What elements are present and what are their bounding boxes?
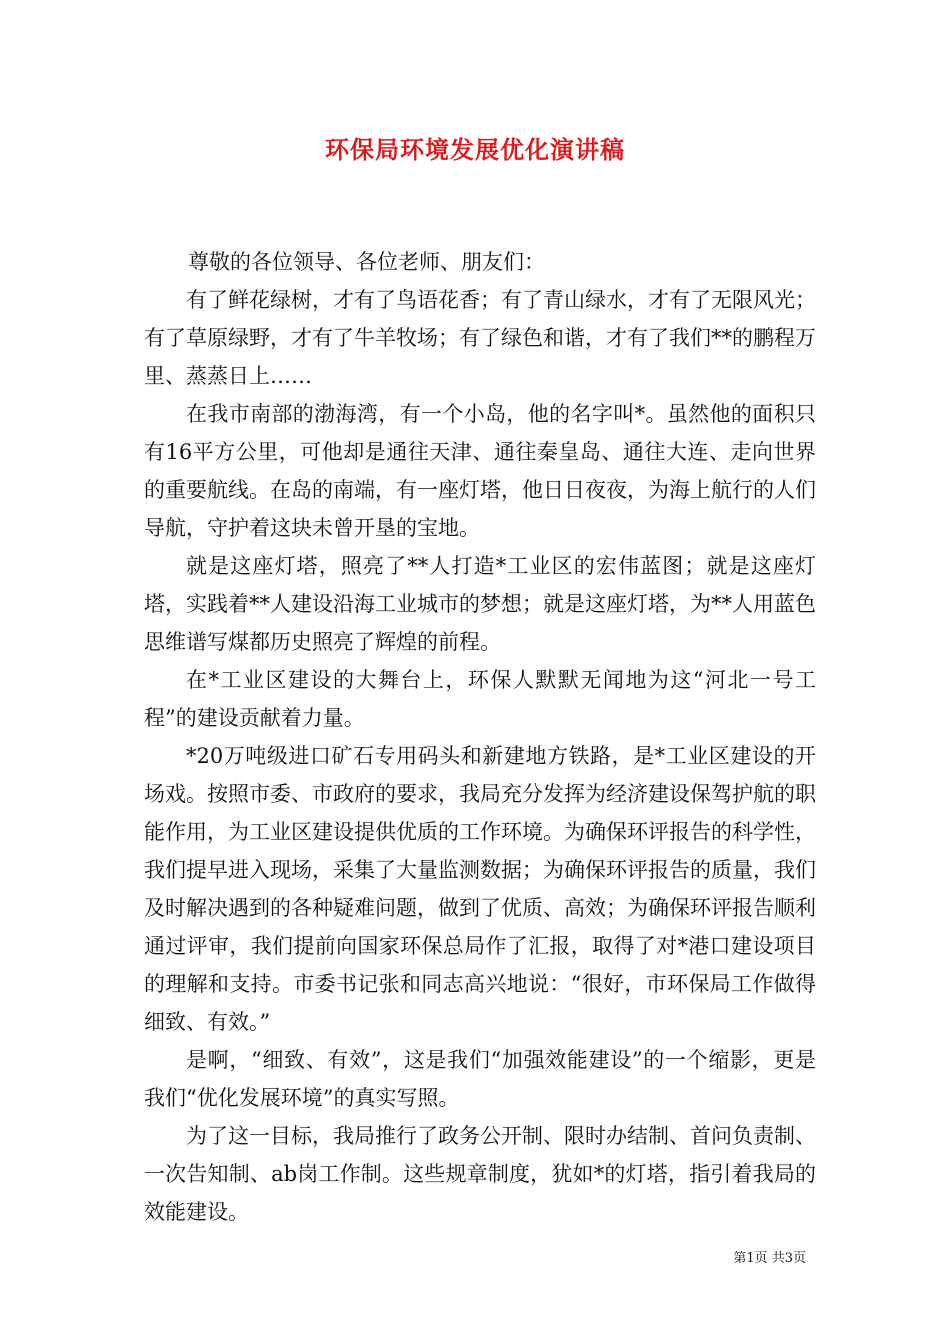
paragraph: *20万吨级进口矿石专用码头和新建地方铁路，是*工业区建设的开场戏。按照市委、市政府的要求，我局充分发挥为经济建设保驾护航的职能作用，为工业区建设提供优质的工作环境。为确保环评报告的科学性，我们提早进入现场，采集了大量监测数据；为确保环评报告的质量，我们及时解决遇到的各种疑难问题，做到了优质、高效；为确保环评报告顺利通过评审，我们提前向国家环保总局作了汇报，取得了对*港口建设项目的理解和支持。市委书记张和同志高兴地说：“很好，市环保局工作做得细致、有效。”: [144, 744, 816, 1034]
document-body: [144, 243, 816, 1231]
page-number-footer: 第1页 共3页: [733, 1251, 806, 1266]
paragraph-greeting: 尊敬的各位领导、各位老师、朋友们：: [188, 250, 545, 274]
document-title: 环保局环境发展优化演讲稿: [325, 135, 625, 164]
paragraph: 在我市南部的渤海湾，有一个小岛，他的名字叫*。虽然他的面积只有16平方公里，可他却是通往天津、通往秦皇岛、通往大连、走向世界的重要航线。在岛的南端，有一座灯塔，他日日夜夜，为海上航行的人们导航，守护着这块未曾开垦的宝地。: [144, 402, 816, 540]
paragraph: 是啊，“细致、有效”，这是我们“加强效能建设”的一个缩影，更是我们“优化发展环境”的真实写照。: [144, 1048, 816, 1110]
paragraph: 为了这一目标，我局推行了政务公开制、限时办结制、首问负责制、一次告知制、ab岗工作制。这些规章制度，犹如*的灯塔，指引着我局的效能建设。: [144, 1124, 816, 1224]
paragraph: 在*工业区建设的大舞台上，环保人默默无闻地为这“河北一号工程”的建设贡献着力量。: [144, 668, 816, 730]
paragraph: 有了鲜花绿树，才有了鸟语花香；有了青山绿水，才有了无限风光；有了草原绿野，才有了牛羊牧场；有了绿色和谐，才有了我们**的鹏程万里、蒸蒸日上……: [144, 288, 816, 388]
paragraph: 就是这座灯塔，照亮了**人打造*工业区的宏伟蓝图；就是这座灯塔，实践着**人建设沿海工业城市的梦想；就是这座灯塔，为**人用蓝色思维谱写煤都历史照亮了辉煌的前程。: [144, 554, 816, 654]
